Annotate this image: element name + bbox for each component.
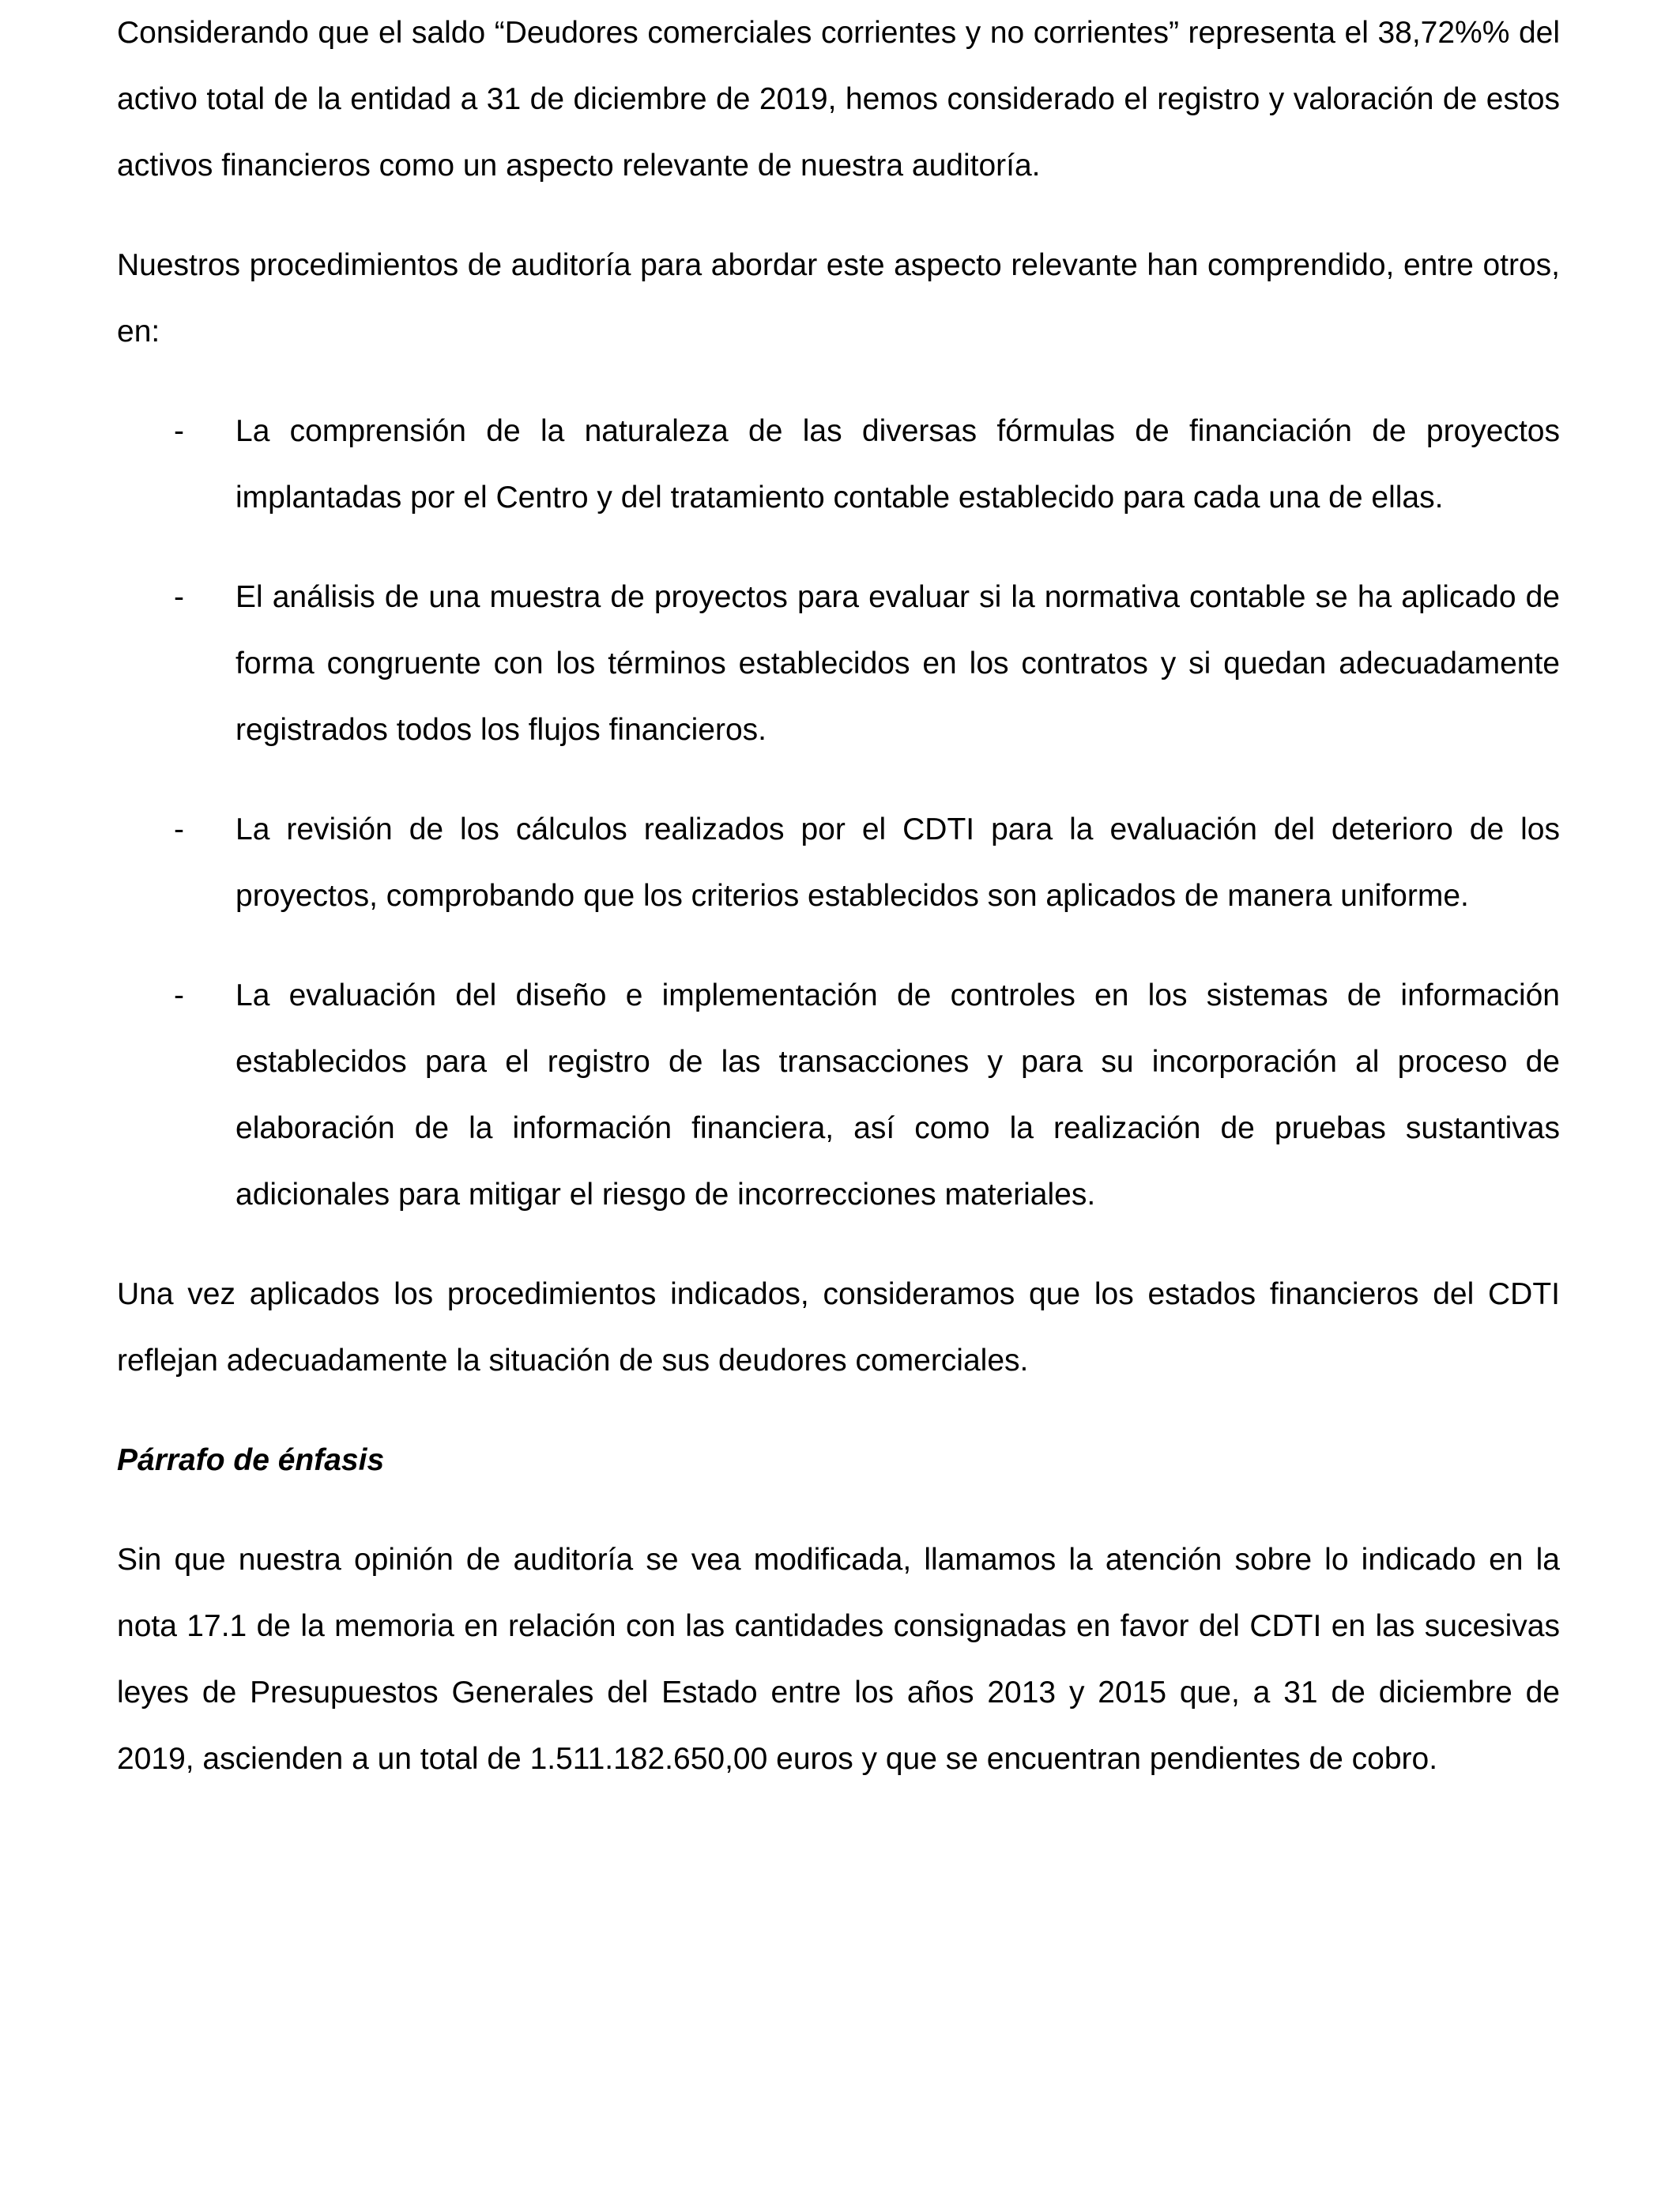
bullet-dash: - bbox=[174, 580, 184, 614]
list-item bbox=[117, 398, 1560, 531]
paragraph-conclusion: Una vez aplicados los procedimientos indicados, consideramos que los estados financieros del CDTI reflejan adecuadamente la situación de sus deudores comerciales. bbox=[117, 1277, 1560, 1378]
bullet-dash: - bbox=[174, 414, 184, 448]
paragraph-enfasis: Sin que nuestra opinión de auditoría se vea modificada, llamamos la atención sobre lo indicado en la nota 17.1 de la memoria en relación con las cantidades consignadas en favor del CDTI en las sucesivas leyes de Presupuestos Generales del Estado entre los años 2013 y 2015 que, a 31 de diciembre de 2019, ascienden a un total de 1.511.182.650,00 euros y que se encuentran pendientes de cobro. bbox=[117, 1543, 1560, 1776]
document-body bbox=[117, 0, 1560, 1793]
bullet-dash: - bbox=[174, 812, 184, 846]
paragraph-procedimientos-intro: Nuestros procedimientos de auditoría para abordar este aspecto relevante han comprendido, entre otros, en: bbox=[117, 248, 1560, 349]
list-item-text: La comprensión de la naturaleza de las diversas fórmulas de financiación de proyectos implantadas por el Centro y del tratamiento contable establecido para cada una de ellas. bbox=[235, 414, 1560, 515]
list-item-text: La evaluación del diseño e implementación de controles en los sistemas de información establecidos para el registro de las transacciones y para su incorporación al proceso de elaboración de la información financiera, así como la realización de pruebas sustantivas adicionales para mitigar el riesgo de incorrecciones materiales. bbox=[235, 978, 1560, 1212]
list-item bbox=[117, 963, 1560, 1228]
list-item-text: La revisión de los cálculos realizados por el CDTI para la evaluación del deterioro de los proyectos, comprobando que los criterios establecidos son aplicados de manera uniforme. bbox=[235, 812, 1560, 913]
paragraph-deudores-comerciales: Considerando que el saldo “Deudores comerciales corrientes y no corrientes” representa el 38,72%% del activo total de la entidad a 31 de diciembre de 2019, hemos considerado el registro y valoración de estos activos financieros como un aspecto relevante de nuestra auditoría. bbox=[117, 16, 1560, 183]
list-item bbox=[117, 797, 1560, 929]
procedures-list bbox=[117, 398, 1560, 1228]
list-item-text: El análisis de una muestra de proyectos para evaluar si la normativa contable se ha aplicado de forma congruente con los términos establecidos en los contratos y si quedan adecuadamente registrados todos los flujos financieros. bbox=[235, 580, 1560, 747]
section-heading-enfasis: Párrafo de énfasis bbox=[117, 1443, 385, 1477]
list-item bbox=[117, 564, 1560, 763]
bullet-dash: - bbox=[174, 978, 184, 1012]
